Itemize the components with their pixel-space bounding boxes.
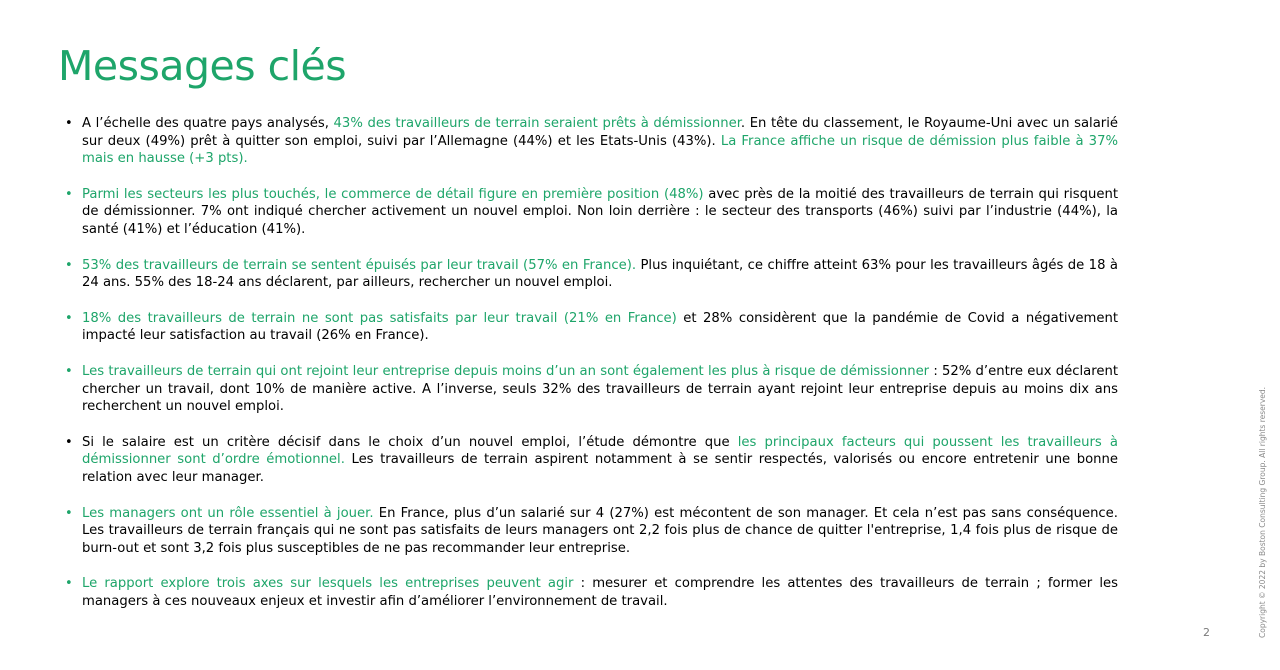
bullet-dot: •: [65, 576, 73, 592]
bullet-highlight: Le rapport explore trois axes sur lesquels les entreprises peuvent agir: [82, 576, 574, 592]
bullet-dot: •: [65, 310, 73, 326]
bullet-item: [60, 575, 1118, 610]
bullet-item: [60, 186, 1118, 239]
page-number: 2: [1203, 626, 1210, 639]
bullet-highlight: Parmi les secteurs les plus touchés, le commerce de détail figure en première position (48%): [82, 186, 704, 202]
bullet-highlight: 53% des travailleurs de terrain se sentent épuisés par leur travail (57% en France).: [82, 257, 637, 273]
bullet-item: [60, 115, 1118, 168]
bullet-text: En France, plus d’un salarié sur 4 (27%) est mécontent de son manager. Et cela n’est pas sans conséquence. Les travailleurs de terrain français qui ne sont pas satisfaits de leurs managers ont 2,2 fois plus de chance de quitter l'entreprise, 1,4 fois plus de risque de burn-out et sont 3,2 fois plus susceptibles de ne pas recommander leur entreprise.: [82, 505, 1118, 556]
bullet-item: [60, 434, 1118, 487]
bullet-dot: •: [65, 505, 73, 521]
bullet-highlight: 18% des travailleurs de terrain ne sont pas satisfaits par leur travail (21% en France): [82, 310, 677, 326]
copyright-notice: Copyright © 2022 by Boston Consulting Group. All rights reserved.: [1258, 386, 1267, 638]
bullet-highlight: La France affiche un risque de démission plus faible à 37% mais en hausse (+3 pts).: [82, 133, 1118, 167]
bullet-text: Plus inquiétant, ce chiffre atteint 63% pour les travailleurs âgés de 18 à 24 ans. 55% des 18-24 ans déclarent, par ailleurs, rechercher un nouvel emploi.: [82, 257, 1118, 291]
bullet-highlight: Les managers ont un rôle essentiel à jouer.: [82, 505, 374, 521]
bullet-text: Si le salaire est un critère décisif dans le choix d’un nouvel emploi, l’étude démontre que: [82, 434, 738, 450]
bullet-item: [60, 505, 1118, 558]
bullet-dot: •: [65, 257, 73, 273]
bullet-text: . En tête du classement, le Royaume-Uni avec un salarié sur deux (49%) prêt à quitter son emploi, suivi par l’Allemagne (44%) et les Etats-Unis (43%).: [82, 116, 1118, 149]
bullet-text: : mesurer et comprendre les attentes des travailleurs de terrain ; former les managers à ces nouveaux enjeux et investir afin d’améliorer l’environnement de travail.: [82, 576, 1118, 609]
bullet-text: avec près de la moitié des travailleurs de terrain qui risquent de démissionner. 7% ont indiqué chercher activement un nouvel emploi. Non loin derrière : le secteur des transports (46%) suivi par l’industrie (44%), la santé (41%) et l’éducation (41%).: [82, 186, 1118, 237]
bullet-text: et 28% considèrent que la pandémie de Covid a négativement impacté leur satisfaction au travail (26% en France).: [82, 310, 1118, 344]
bullet-text: A l’échelle des quatre pays analysés,: [82, 116, 334, 131]
bullet-item: [60, 257, 1118, 292]
page-title: Messages clés: [58, 42, 347, 90]
bullet-highlight: 43% des travailleurs de terrain seraient prêts à démissionner: [333, 116, 741, 131]
bullet-item: [60, 310, 1118, 345]
bullet-dot: •: [65, 116, 73, 131]
bullet-dot: •: [65, 434, 73, 450]
bullet-dot: •: [65, 186, 73, 202]
bullet-text: Les travailleurs de terrain aspirent notamment à se sentir respectés, valorisés ou encore entretenir une bonne relation avec leur manager.: [82, 452, 1118, 485]
bullet-text: : 52% d’entre eux déclarent chercher un travail, dont 10% de manière active. A l’inverse, seuls 32% des travailleurs de terrain ayant rejoint leur entreprise depuis au moins dix ans recherchent un nouvel emploi.: [82, 363, 1118, 415]
bullet-dot: •: [65, 363, 73, 379]
bullet-highlight: Les travailleurs de terrain qui ont rejoint leur entreprise depuis moins d’un an sont également les plus à risque de démissionner: [82, 363, 930, 379]
bullet-highlight: les principaux facteurs qui poussent les travailleurs à démissionner sont d’ordre émotionnel.: [82, 434, 1118, 468]
key-messages-list: [60, 115, 1118, 628]
bullet-item: [60, 363, 1118, 416]
